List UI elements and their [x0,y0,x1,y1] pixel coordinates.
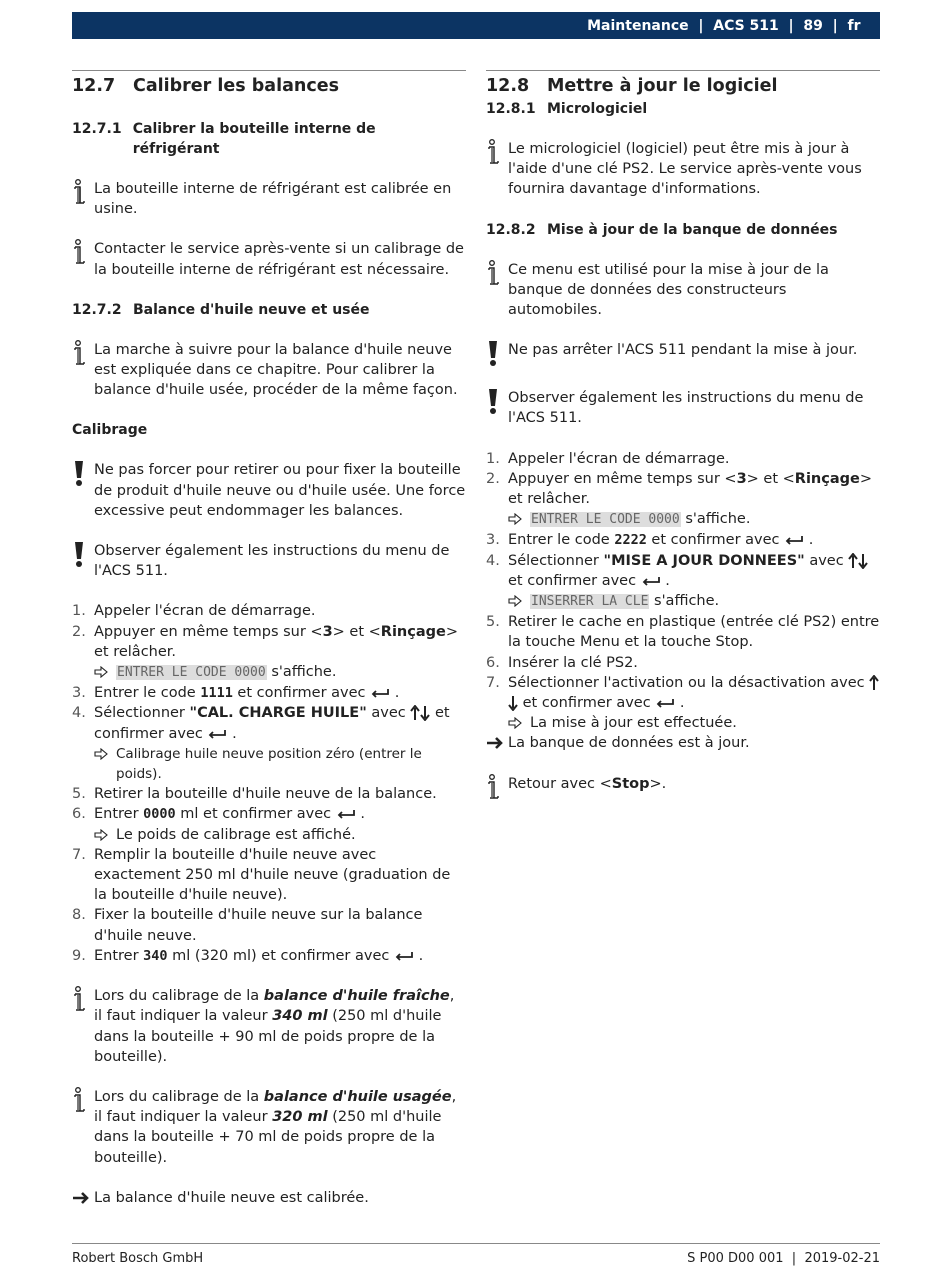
subsection-heading: 12.8.2 Mise à jour de la banque de données [486,221,838,238]
warning-icon [72,460,94,488]
result-arrow-icon [508,509,530,530]
enter-key-icon [370,688,390,698]
enter-key-icon [394,951,414,961]
enter-key-icon [641,576,661,586]
list-subresult: ENTRER LE CODE 0000 s'affiche. [72,662,466,683]
final-result: La balance d'huile neuve est calibrée. [72,1188,466,1208]
subsection-heading: 12.8.1 Micrologiciel [486,101,648,117]
info-icon [486,774,508,802]
list-item: 7. Sélectionner l'activation ou la désactivation avec et confirmer avec . [486,673,880,713]
subsection-heading: 12.7.2 Balance d'huile neuve et usée [72,301,370,318]
list-item: 5. Retirer le cache en plastique (entrée clé PS2) entre la touche Menu et la touche Stop. [486,614,880,651]
info-icon [72,179,94,207]
warning-icon [486,340,508,368]
header-lang: fr [847,17,861,34]
enter-key-icon [655,698,675,708]
final-result: La banque de données est à jour. [486,733,880,753]
section-rule [72,70,466,71]
arrow-up-icon [848,553,858,569]
list-item: 2. Appuyer en même temps sur <3> et <Rinçage> et relâcher. [72,623,459,660]
warning-icon [72,541,94,569]
footer-docinfo: S P00 D00 001 | 2019-02-21 [687,1251,880,1266]
result-arrow-icon [508,713,530,733]
info-note: La marche à suivre pour la balance d'huile neuve est expliquée dans ce chapitre. Pour calibrer la balance d'huile usée, procéder de la même façon. [72,340,466,401]
subsection-heading: 12.7.1 Calibrer la bouteille interne de réfrigérant [72,121,376,157]
footer-company: Robert Bosch GmbH [72,1251,204,1266]
info-icon [486,139,508,167]
result-arrow-icon [486,733,508,753]
list-subresult: INSERRER LA CLE s'affiche. [486,591,880,612]
procedure-list [72,601,466,966]
section-heading: 12.8 Mettre à jour le logiciel [486,76,778,96]
info-icon [72,239,94,267]
list-item: 8. Fixer la bouteille d'huile neuve sur la balance d'huile neuve. [72,907,423,944]
result-arrow-icon [72,1188,94,1208]
info-note: Lors du calibrage de la balance d'huile usagée, il faut indiquer la valeur 320 ml (250 ml d'huile dans la bouteille + 70 ml de poids propre de la bouteille). [72,1087,466,1168]
display-code: ENTRER LE CODE 0000 [531,512,680,528]
result-arrow-icon [94,662,116,683]
info-icon [72,340,94,368]
result-arrow-icon [94,744,116,784]
list-item: 9. Entrer 340 ml (320 ml) et confirmer avec . [72,947,424,964]
warning-note: Observer également les instructions du menu de l'ACS 511. [72,541,466,581]
list-subresult: Le poids de calibrage est affiché. [72,825,466,845]
enter-key-icon [784,535,804,545]
enter-key-icon [336,809,356,819]
info-icon [72,986,94,1014]
list-item: 6. Insérer la clé PS2. [486,654,638,671]
page-footer [72,1243,880,1266]
arrow-down-icon [508,695,518,711]
header-section: Maintenance [587,17,689,34]
arrow-up-icon [869,675,879,691]
right-column [486,70,880,802]
list-item: 4. Sélectionner "CAL. CHARGE HUILE" avec et confirmer avec . [72,705,450,742]
display-code: ENTRER LE CODE 0000 [117,665,266,681]
list-item: 3. Entrer le code 1111 et confirmer avec . [72,685,400,702]
section-heading: 12.7 Calibrer les balances [72,76,340,96]
calibrage-heading: Calibrage [72,422,148,439]
warning-note: Ne pas forcer pour retirer ou pour fixer la bouteille de produit d'huile neuve ou d'huile usée. Une force excessive peut endommager les balances. [72,460,466,521]
list-item: 3. Entrer le code 2222 et confirmer avec . [486,532,814,549]
info-note: La bouteille interne de réfrigérant est calibrée en usine. [72,179,466,219]
left-column [72,70,466,1208]
info-note: Retour avec <Stop>. [486,774,880,802]
list-item: 2. Appuyer en même temps sur <3> et <Rinçage> et relâcher. [486,470,873,508]
info-icon [72,1087,94,1115]
section-rule [486,70,880,71]
list-subresult: Calibrage huile neuve position zéro (entrer le poids). [72,744,466,784]
list-item: 5. Retirer la bouteille d'huile neuve de la balance. [72,786,437,803]
enter-key-icon [207,729,227,739]
header-bar: Maintenance | ACS 511 | 89 | fr [72,12,880,39]
arrow-up-icon [410,705,420,721]
list-item: 1. Appeler l'écran de démarrage. [72,603,316,620]
arrow-down-icon [858,553,868,569]
info-icon [486,260,508,288]
info-note: Le micrologiciel (logiciel) peut être mis à jour à l'aide d'une clé PS2. Le service après-vente vous fournira davantage d'informations. [486,139,880,200]
arrow-down-icon [420,705,430,721]
list-subresult: La mise à jour est effectuée. [486,713,880,733]
list-subresult: ENTRER LE CODE 0000 s'affiche. [486,509,880,530]
list-item: 7. Remplir la bouteille d'huile neuve avec exactement 250 ml d'huile neuve (graduation de la bouteille d'huile neuve). [72,846,451,904]
header-page: 89 [803,17,823,34]
warning-icon [486,388,508,416]
info-note: Ce menu est utilisé pour la mise à jour de la banque de données des constructeurs automobiles. [486,260,880,321]
result-arrow-icon [508,591,530,612]
header-product: ACS 511 [713,17,779,34]
warning-note: Observer également les instructions du menu de l'ACS 511. [486,388,880,428]
list-item: 1. Appeler l'écran de démarrage. [486,450,730,467]
result-arrow-icon [94,825,116,845]
display-code: INSERRER LA CLE [531,594,649,610]
info-note: Contacter le service après-vente si un calibrage de la bouteille interne de réfrigérant est nécessaire. [72,239,466,279]
info-note: Lors du calibrage de la balance d'huile fraîche, il faut indiquer la valeur 340 ml (250 ml d'huile dans la bouteille + 90 ml de poids propre de la bouteille). [72,986,466,1067]
list-item: 4. Sélectionner "MISE A JOUR DONNEES" avec et confirmer avec . [486,551,880,591]
procedure-list [486,449,880,734]
list-item: 6. Entrer 0000 ml et confirmer avec . [72,806,365,823]
warning-note: Ne pas arrêter l'ACS 511 pendant la mise à jour. [486,340,880,368]
